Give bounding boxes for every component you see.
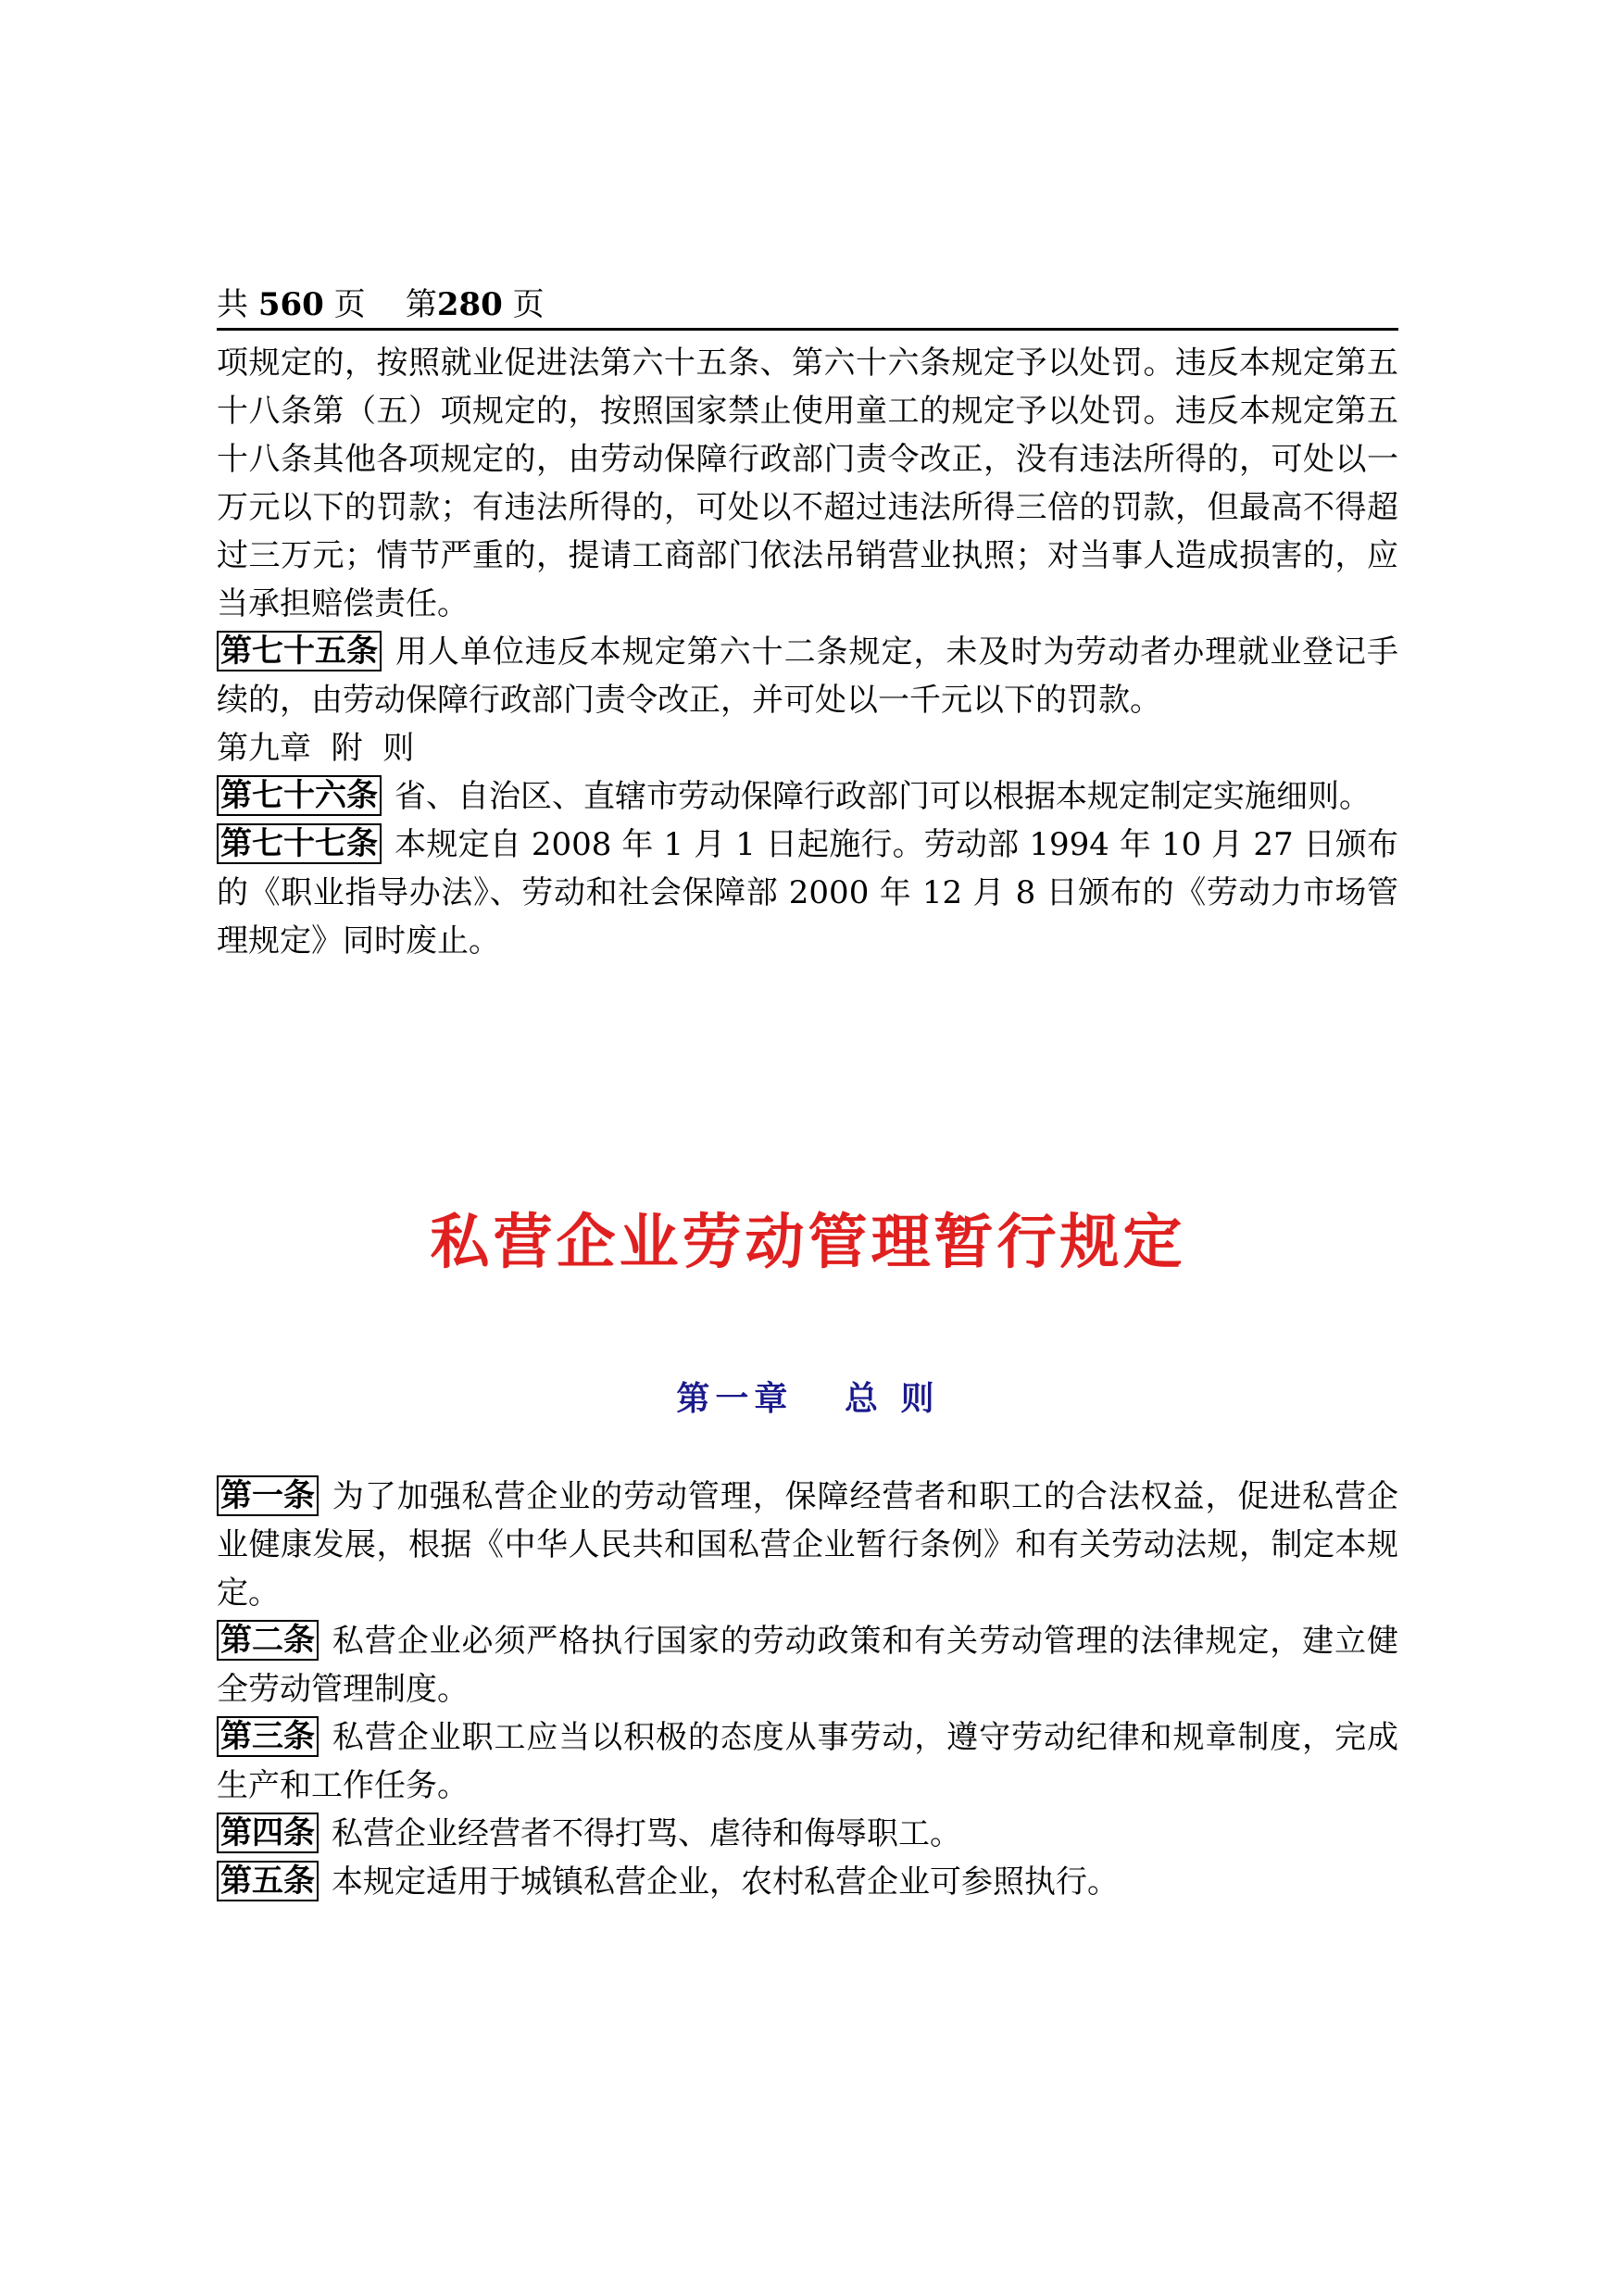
article-77 [217, 821, 1398, 965]
previous-regulation-section [217, 339, 1398, 965]
article-text: 本规定适用于城镇私营企业，农村私营企业可参照执行。 [332, 1863, 1119, 1901]
article [217, 1713, 1398, 1810]
article [217, 1858, 1398, 1906]
total-pages-suffix: 页 [333, 286, 366, 323]
article-76-text: 省、自治区、直辖市劳动保障行政部门可以根据本规定制定实施细则。 [395, 778, 1371, 815]
current-page-prefix: 第 [405, 286, 437, 323]
article-77-text: 本规定自 2008 年 1 月 1 日起施行。劳动部 1994 年 10 月 27 日颁布的《职业指导办法》、劳动和社会保障部 2000 年 12 月 8 日颁布的《劳动力市场管理规定》同时废止。 [217, 826, 1398, 960]
total-pages-prefix: 共 [217, 286, 248, 323]
new-regulation-articles [217, 1473, 1398, 1906]
regulation-title: 私营企业劳动管理暂行规定 [430, 1208, 1186, 1277]
article-76 [217, 772, 1398, 821]
current-page-suffix: 页 [512, 286, 545, 323]
article-text: 为了加强私营企业的劳动管理，保障经营者和职工的合法权益，促进私营企业健康发展，根据《中华人民共和国私营企业暂行条例》和有关劳动法规，制定本规定。 [217, 1478, 1398, 1612]
article-75 [217, 628, 1398, 724]
article-75-text: 用人单位违反本规定第六十二条规定，未及时为劳动者办理就业登记手续的，由劳动保障行政部门责令改正，并可处以一千元以下的罚款。 [217, 634, 1398, 719]
total-pages-number: 560 [257, 286, 324, 323]
page-counter [217, 282, 1398, 331]
article [217, 1617, 1398, 1713]
article-tag: 第三条 [217, 1716, 319, 1757]
article-tag: 第二条 [217, 1620, 319, 1661]
article [217, 1473, 1398, 1617]
article-tag: 第四条 [217, 1813, 319, 1853]
chapter-1-heading: 第一章 总 则 [676, 1379, 940, 1418]
article-text: 私营企业职工应当以积极的态度从事劳动，遵守劳动纪律和规章制度，完成生产和工作任务。 [217, 1719, 1398, 1804]
article-tag: 第五条 [217, 1861, 319, 1901]
article [217, 1810, 1398, 1858]
article-77-tag: 第七十七条 [217, 823, 382, 864]
article-text: 私营企业必须严格执行国家的劳动政策和有关劳动管理的法律规定，建立健全劳动管理制度。 [217, 1623, 1398, 1708]
article-75-tag: 第七十五条 [217, 631, 382, 671]
article-76-tag: 第七十六条 [217, 775, 382, 816]
article-tag: 第一条 [217, 1475, 319, 1516]
current-page-number: 280 [436, 286, 503, 323]
article-text: 私营企业经营者不得打骂、虐待和侮辱职工。 [332, 1815, 961, 1852]
continued-paragraph: 项规定的，按照就业促进法第六十五条、第六十六条规定予以处罚。违反本规定第五十八条第（五）项规定的，按照国家禁止使用童工的规定予以处罚。违反本规定第五十八条其他各项规定的，由劳动保障行政部门责令改正，没有违法所得的，可处以一万元以下的罚款；有违法所得的，可处以不超过违法所得三倍的罚款，但最高不得超过三万元；情节严重的，提请工商部门依法吊销营业执照；对当事人造成损害的，应当承担赔偿责任。 [217, 345, 1398, 622]
chapter-9-heading: 第九章 附 则 [217, 730, 415, 767]
